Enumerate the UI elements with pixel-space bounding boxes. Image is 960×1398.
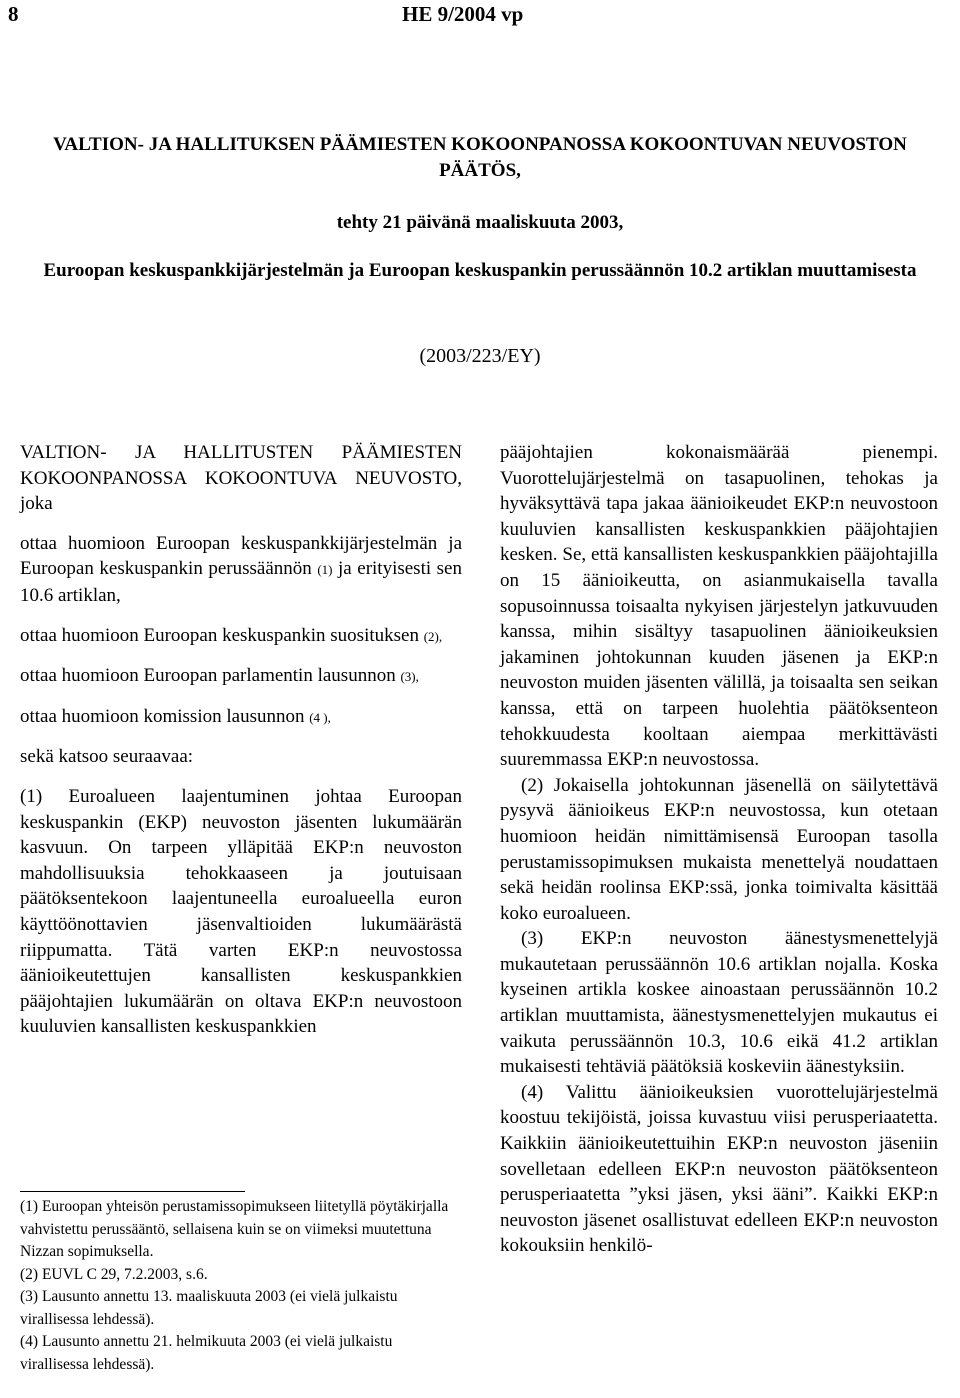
- footnote-1: (1) Euroopan yhteisön perustamissopimukseen liitetyllä pöytäkirjalla vahvistettu perussääntö, sellaisena kuin se on viimeksi muutettuna Nizzan sopimuksella.: [20, 1198, 449, 1260]
- footnote-ref-3[interactable]: (3),: [400, 669, 419, 685]
- footnote-ref-2[interactable]: (2),: [423, 628, 443, 644]
- recital-4-paragraph: (4) Valittu äänioikeuksien vuorottelujärjestelmä koostuu tekijöistä, joissa kuvastuu viisi perusperiaatetta. Kaikkiin äänioikeutettuihin EKP:n neuvoston jäseniin sovelletaan edelleen EKP:n neuvoston päätöksenteon perusperiaatetta ”yksi jäsen, yksi ääni”. Kaikki EKP:n neuvoston jäsenet osallistuvat edelleen EKP:n neuvoston kokouksiin henkilö-: [500, 1081, 938, 1257]
- recital-1-paragraph: (1) Euroalueen laajentuminen johtaa Euroopan keskuspankin (EKP) neuvoston jäsenten lukumäärän kasvuun. On tarpeen ylläpitää EKP:n neuvoston mahdollisuuksia tehokkaaseen ja joutuisaan päätöksentekoon laajentuneella euroalueella euron käyttöönottavien jäsenvaltioiden lukumäärästä riippumatta. Tätä varten EKP:n neuvostossa äänioikeutettujen kansallisten keskuspankkien pääjohtajien lukumäärän on oltava EKP:n neuvostoon kuuluvien kansallisten keskuspankkien: [20, 785, 462, 1038]
- recital-reference-1: ottaa huomioon Euroopan keskuspankkijärjestelmän ja Euroopan keskuspankin perussäännön (1) ja erityisesti sen 10.6 artiklan,: [20, 532, 462, 606]
- recital-intro: sekä katsoo seuraavaa:: [20, 746, 194, 768]
- decision-date: tehty 21 päivänä maaliskuuta 2003,: [336, 212, 624, 233]
- right-column: [500, 440, 938, 1259]
- recital-2-paragraph: (2) Jokaisella johtokunnan jäsenellä on säilytettävä pysyvä äänioikeus EKP:n neuvostossa, kun otetaan huomioon heidän nimittämisensä Euroopan tasolla perustamissopimuksen mukaista menettelyä noudattaen sekä heidän roolinsa EKP:ssä, jonka toimivalta käsittää koko euroalueen.: [500, 774, 938, 924]
- running-title: HE 9/2004 vp: [402, 2, 524, 26]
- footnote-4: (4) Lausunto annettu 21. helmikuuta 2003 (ei vielä julkaistu virallisessa lehdessä).: [20, 1333, 393, 1373]
- page-number: 8: [8, 2, 19, 26]
- preamble: VALTION- JA HALLITUSTEN PÄÄMIESTEN KOKOONPANOSSA KOKOONTUVA NEUVOSTO, joka: [20, 442, 462, 515]
- recital-reference-3: ottaa huomioon Euroopan parlamentin lausunnon (3),: [20, 665, 419, 687]
- footnote-ref-4[interactable]: (4 ),: [309, 709, 331, 725]
- footnote-divider: [20, 1191, 245, 1192]
- footnote-2: (2) EUVL C 29, 7.2.2003, s.6.: [20, 1265, 208, 1283]
- page-header: [0, 2, 960, 30]
- left-column: [20, 440, 462, 1040]
- decision-title: VALTION- JA HALLITUKSEN PÄÄMIESTEN KOKOONPANOSSA KOKOONTUVAN NEUVOSTON PÄÄTÖS,: [53, 134, 907, 181]
- recital-reference-2: ottaa huomioon Euroopan keskuspankin suosituksen (2),: [20, 624, 443, 646]
- decision-code: (2003/223/EY): [419, 345, 541, 367]
- footnote-3: (3) Lausunto annettu 13. maaliskuuta 2003 (ei vielä julkaistu virallisessa lehdessä).: [20, 1288, 398, 1328]
- footnotes: [20, 1196, 462, 1376]
- footnote-ref-1[interactable]: (1): [317, 562, 333, 578]
- recital-reference-4: ottaa huomioon komission lausunnon (4 ),: [20, 705, 331, 727]
- decision-subject: Euroopan keskuspankkijärjestelmän ja Euroopan keskuspankin perussäännön 10.2 artiklan muuttamisesta: [43, 260, 917, 281]
- recital-3-paragraph: (3) EKP:n neuvoston äänestysmenettelyjä mukautetaan perussäännön 10.6 artiklan nojalla. Koska kyseinen artikla koskee ainoastaan perussäännön 10.2 artiklan muuttamista, äänestysmenettelyjen mukautus ei vaikuta perussäännön 10.3, 10.6 eikä 41.2 artiklan mukaisesti tehtäviä päätöksiä koskeviin äänestyksiin.: [500, 928, 938, 1078]
- recital-1-continued: pääjohtajien kokonaismäärää pienempi. Vuorottelujärjestelmä on tasapuolinen, tehokas ja hyväksyttävä tapa jakaa äänioikeudet EKP:n neuvostoon kuuluvien kansallisten keskuspankkien pääjohtajien kesken. Se, että kansallisten keskuspankkien pääjohtajilla on 15 äänioikeutta, on asianmukaisella tavalla sopusoinnussa toisaalta nykyisen järjestelyn jatkuvuuden kanssa, mihin sisältyy tasapuolinen äänioikeuksien jakaminen johtokunnan kuuden jäsenen ja EKP:n neuvoston muiden jäsenten välillä, ja toisaalta sen seikan kanssa, että on tarpeen huolehtia päätöksenteon tehokkuudesta kooltaan aiempaa merkittävästi suuremmassa EKP:n neuvostossa.: [500, 442, 938, 771]
